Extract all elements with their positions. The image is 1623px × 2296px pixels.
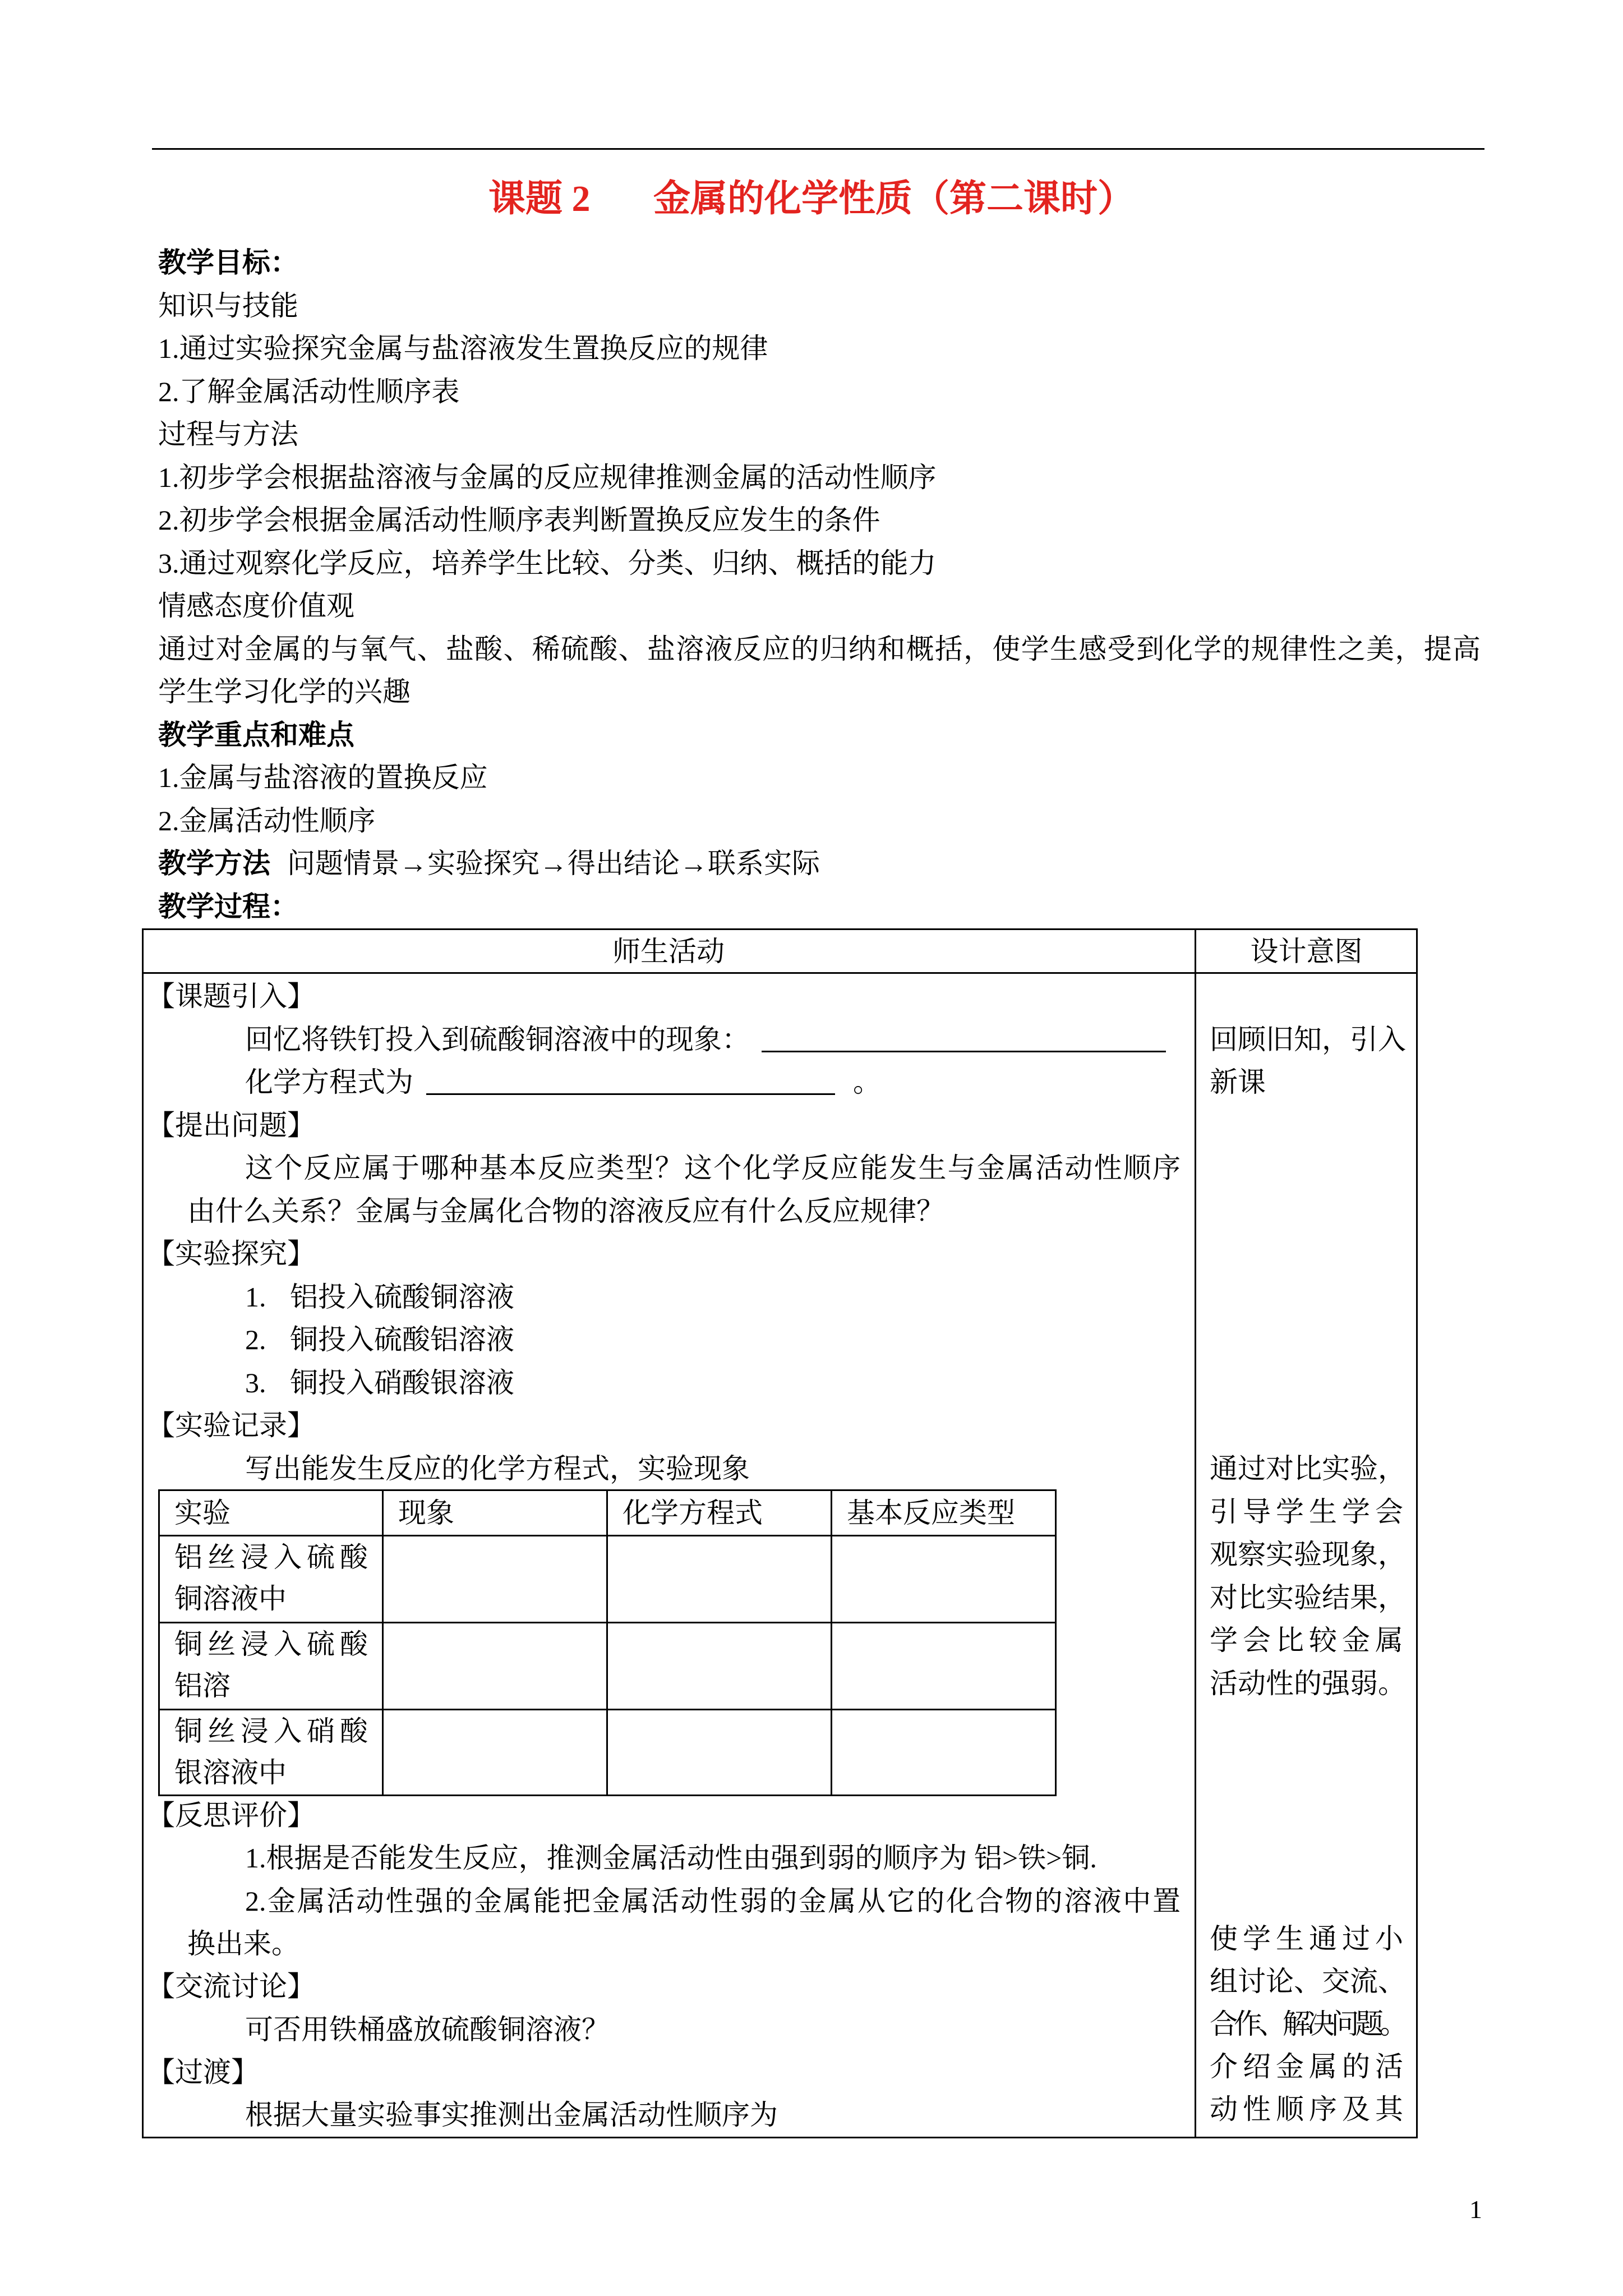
column-header-reaction-type: 基本反应类型 (832, 1490, 1056, 1536)
experiment-text-line: 铜丝浸入硝酸 (174, 1715, 368, 1747)
experiment-text-line: 银溶液中 (174, 1757, 287, 1788)
question-text: 由什么关系？金属与金属化合物的溶液反应有什么反应规律？ (187, 1195, 944, 1227)
design-intent-line: 组讨论、交流、 (1210, 1966, 1406, 1997)
column-header-phenomenon: 现象 (383, 1490, 607, 1536)
equation-cell (607, 1623, 832, 1710)
reaction-type-cell (832, 1623, 1056, 1710)
emotion-values-heading: 情感态度价值观 (158, 590, 354, 622)
teaching-method-text: 问题情景→实验探究→得出结论→联系实际 (287, 848, 820, 879)
section-heading-intro: 【课题引入】 (147, 981, 315, 1012)
reaction-type-cell (832, 1536, 1056, 1623)
explore-item: 2. 铜投入硫酸铝溶液 (245, 1324, 514, 1355)
teaching-method (158, 846, 820, 880)
section-heading-record: 【实验记录】 (147, 1410, 315, 1441)
lesson-number: 课题 2 (488, 178, 591, 219)
key-points-heading: 教学重点和难点 (158, 719, 354, 751)
procedure-heading: 教学过程： (158, 891, 298, 922)
equation-cell (607, 1710, 832, 1796)
lesson-title: 金属的化学性质（第二课时） (653, 178, 1135, 219)
record-table-row (159, 1710, 1056, 1796)
procedure-table-column-divider (1195, 928, 1196, 2138)
column-header-activities: 师生活动 (612, 936, 725, 967)
section-heading-explore: 【实验探究】 (147, 1238, 315, 1269)
experiment-cell (159, 1623, 383, 1710)
explore-item: 3. 铜投入硝酸银溶液 (245, 1367, 514, 1398)
emotion-values-text: 学生学习化学的兴趣 (158, 676, 411, 707)
reflection-text: 换出来。 (187, 1928, 299, 1959)
design-intent-line: 合作、解决问题。 (1210, 2008, 1403, 2040)
section-heading-transition: 【过渡】 (147, 2056, 259, 2088)
intro-equation-label: 化学方程式为 (245, 1066, 413, 1098)
design-intent-line: 通过对比实验， (1210, 1453, 1406, 1484)
process-method-heading: 过程与方法 (158, 418, 298, 450)
discussion-text: 可否用铁桶盛放硫酸铜溶液？ (245, 2014, 610, 2045)
design-intent-line: 使学生通过小 (1210, 1923, 1403, 1954)
key-point-item: 1.金属与盐溶液的置换反应 (158, 762, 488, 793)
key-point-item: 2.金属活动性顺序 (158, 805, 376, 836)
experiment-text-line: 铝丝浸入硫酸 (174, 1542, 368, 1573)
experiment-text-line: 铜丝浸入硫酸 (174, 1628, 368, 1660)
design-intent-line: 观察实验现象， (1210, 1539, 1406, 1570)
reaction-type-cell (832, 1710, 1056, 1796)
design-intent-line: 新课 (1210, 1066, 1266, 1098)
column-header-experiment: 实验 (159, 1490, 383, 1536)
design-intent-line: 引导学生学会 (1210, 1496, 1403, 1527)
equation-answer-blank (426, 1093, 835, 1095)
process-item: 3.通过观察化学反应，培养学生比较、分类、归纳、概括的能力 (158, 547, 937, 579)
emotion-values-text: 通过对金属的与氧气、盐酸、稀硫酸、盐溶液反应的归纳和概括，使学生感受到化学的规律性之美，提高 (158, 633, 1481, 665)
section-heading-discussion: 【交流讨论】 (147, 1971, 315, 2002)
intro-recall-text: 回忆将铁钉投入到硫酸铜溶液中的现象： (245, 1024, 750, 1055)
equation-cell (607, 1536, 832, 1623)
process-item: 1.初步学会根据盐溶液与金属的反应规律推测金属的活动性顺序 (158, 462, 937, 493)
column-header-equation: 化学方程式 (607, 1490, 832, 1536)
knowledge-item: 2.了解金属活动性顺序表 (158, 376, 460, 407)
experiment-text-line: 铜溶液中 (174, 1583, 287, 1614)
experiment-record-table (158, 1489, 1057, 1796)
design-intent-line: 对比实验结果， (1210, 1582, 1406, 1613)
section-heading-question: 【提出问题】 (147, 1110, 315, 1141)
explore-item: 1. 铝投入硫酸铜溶液 (245, 1281, 514, 1313)
record-table-row (159, 1536, 1056, 1623)
design-intent-line: 回顾旧知，引入 (1210, 1024, 1406, 1055)
transition-text: 根据大量实验事实推测出金属活动性顺序为 (245, 2099, 778, 2131)
column-header-design-intent: 设计意图 (1250, 936, 1363, 967)
phenomenon-cell (383, 1623, 607, 1710)
header-rule (152, 148, 1484, 150)
design-intent-line: 介绍金属的活 (1210, 2051, 1403, 2082)
knowledge-item: 1.通过实验探究金属与盐溶液发生置换反应的规律 (158, 333, 768, 364)
experiment-cell (159, 1536, 383, 1623)
recall-answer-blank (762, 1051, 1166, 1052)
phenomenon-cell (383, 1710, 607, 1796)
phenomenon-cell (383, 1536, 607, 1623)
objectives-heading: 教学目标： (158, 247, 298, 278)
teaching-method-label: 教学方法 (158, 848, 270, 879)
record-table-row (159, 1623, 1056, 1710)
knowledge-skills-heading: 知识与技能 (158, 290, 298, 321)
question-text: 这个反应属于哪种基本反应类型？这个化学反应能发生与金属活动性顺序 (245, 1152, 1181, 1184)
page-number: 1 (1469, 2195, 1482, 2224)
design-intent-line: 活动性的强弱。 (1210, 1668, 1406, 1699)
process-item: 2.初步学会根据金属活动性顺序表判断置换反应发生的条件 (158, 504, 880, 536)
reflection-text: 1.根据是否能发生反应，推测金属活动性由强到弱的顺序为 铝>铁>铜. (245, 1842, 1097, 1874)
record-instruction: 写出能发生反应的化学方程式，实验现象 (245, 1453, 750, 1484)
record-table-header-row (159, 1490, 1056, 1536)
section-heading-reflection: 【反思评价】 (147, 1800, 315, 1831)
experiment-cell (159, 1710, 383, 1796)
design-intent-line: 动性顺序及其 (1210, 2093, 1403, 2125)
design-intent-line: 学会比较金属 (1210, 1625, 1403, 1656)
experiment-text-line: 铝溶 (174, 1670, 230, 1701)
intro-equation-end: 。 (853, 1066, 881, 1098)
reflection-text: 2.金属活动性强的金属能把金属活动性弱的金属从它的化合物的溶液中置 (245, 1885, 1181, 1917)
